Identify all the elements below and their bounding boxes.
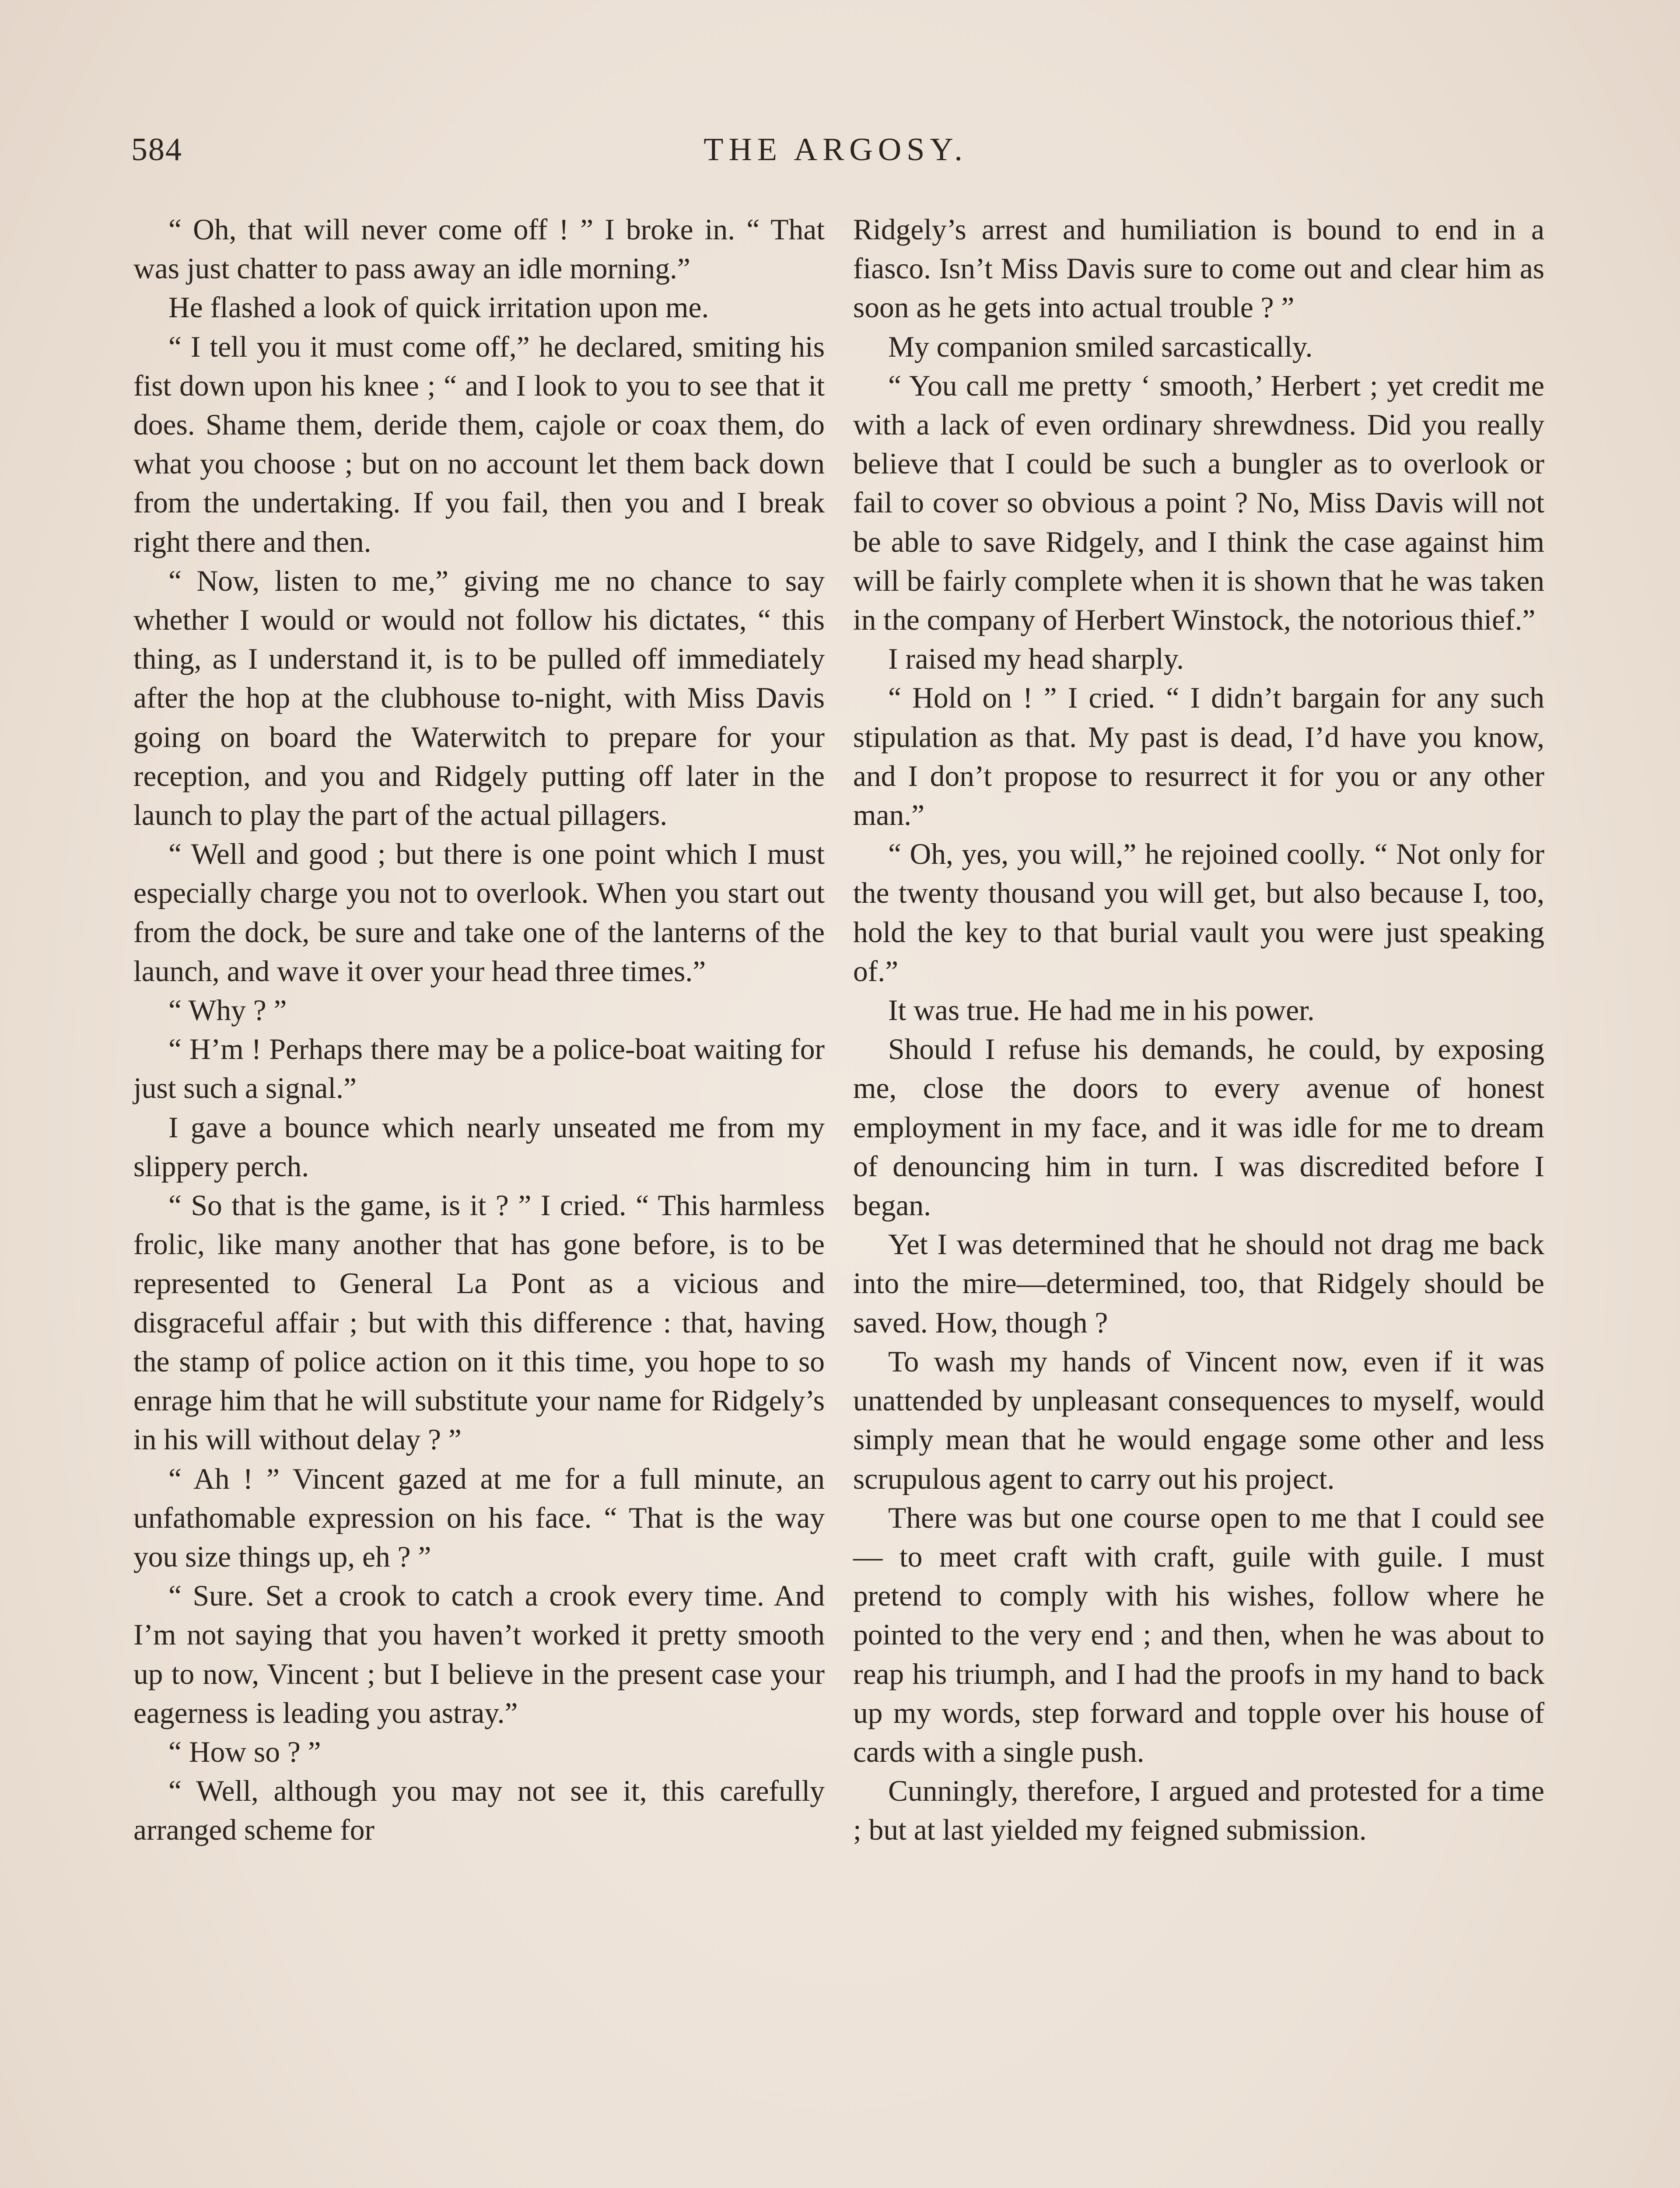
page-number: 584 [131,132,182,168]
paragraph: I gave a bounce which nearly unseated me from my slippery perch. [133,1111,825,1183]
paragraph: “ Why ? ” [168,994,287,1027]
paragraph: Yet I was determined that he should not drag me back into the mire—determined, too, that Ridgely should be saved. How, though ? [853,1228,1544,1339]
paragraph: “ How so ? ” [168,1735,321,1768]
paragraph: Should I refuse his demands, he could, by exposing me, close the doors to every avenue of honest employment in my face, and it was idle for me to dream of denouncing him in turn. I was discredited before I began. [853,1033,1544,1222]
paragraph: “ Oh, yes, you will,” he rejoined coolly. “ Not only for the twenty thousand you will get, but also because I, too, hold the key to that burial vault you were just speaking of.” [853,838,1544,988]
paragraph: To wash my hands of Vincent now, even if it was unattended by unpleasant consequences to myself, would simply mean that he would engage some other and less scrupulous agent to carry out his project. [853,1345,1544,1495]
paragraph: “ You call me pretty ‘ smooth,’ Herbert ; yet credit me with a lack of even ordinary shrewdness. Did you really believe that I could be such a bungler as to overlook or fail to cover so obvious a point ? No, Miss Davis will not be able to save Ridgely, and I think the case against him will be fairly complete when it is shown that he was taken in the company of Herbert Winstock, the notorious thief.” [853,369,1544,637]
paragraph: Ridgely’s arrest and humiliation is bound to end in a fiasco. Isn’t Miss Davis sure to come out and clear him as soon as he gets into actual trouble ? ” [853,213,1544,324]
paragraph: It was true. He had me in his power. [888,994,1315,1027]
right-text-column [853,210,1544,1850]
paragraph: “ So that is the game, is it ? ” I cried. “ This harmless frolic, like many another that has gone before, is to be represented to General La Pont as a vicious and disgraceful affair ; but with this difference : that, having the stamp of police action on it this time, you hope to so enrage him that he will substitute your name for Ridgely’s in his will without delay ? ” [133,1189,825,1456]
paragraph: “ H’m ! Perhaps there may be a police-boat waiting for just such a signal.” [133,1033,825,1105]
paragraph: “ Well, although you may not see it, this carefully arranged scheme for [133,1774,825,1847]
paragraph: “ Now, listen to me,” giving me no chance to say whether I would or would not follow his dictates, “ this thing, as I understand it, is to be pulled off immediately after the hop at the clubhouse to-night, with Miss Davis going on board the Waterwitch to prepare for your reception, and you and Ridgely putting off later in the launch to play the part of the actual pillagers. [133,564,825,832]
running-head [131,131,1540,179]
paragraph: There was but one course open to me that I could see — to meet craft with craft, guile with guile. I must pretend to comply with his wishes, follow where he pointed to the very end ; and then, when he was about to reap his triumph, and I had the proofs in my hand to back up my words, step forward and topple over his house of cards with a single push. [853,1501,1544,1768]
paragraph: “ Sure. Set a crook to catch a crook every time. And I’m not saying that you haven’t worked it pretty smooth up to now, Vincent ; but I believe in the present case your eagerness is leading you astray.” [133,1579,825,1729]
paragraph: My companion smiled sarcastically. [888,330,1313,363]
journal-title: THE ARGOSY. [704,132,968,168]
paragraph: Cunningly, therefore, I argued and protested for a time ; but at last yielded my feigned submission. [853,1774,1544,1847]
paragraph: “ Hold on ! ” I cried. “ I didn’t bargain for any such stipulation as that. My past is dead, I’d have you know, and I don’t propose to resurrect it for you or any other man.” [853,681,1544,832]
paragraph: “ Oh, that will never come off ! ” I broke in. “ That was just chatter to pass away an idle morning.” [133,213,825,285]
paragraph: “ I tell you it must come off,” he declared, smiting his fist down upon his knee ; “ and I look to you to see that it does. Shame them, deride them, cajole or coax them, do what you choose ; but on no account let them back down from the undertaking. If you fail, then you and I break right there and then. [133,330,825,558]
paragraph: “ Ah ! ” Vincent gazed at me for a full minute, an unfathomable expression on his face. “ That is the way you size things up, eh ? ” [133,1462,825,1573]
paragraph: “ Well and good ; but there is one point which I must especially charge you not to overlook. When you start out from the dock, be sure and take one of the lanterns of the launch, and wave it over your head three times.” [133,838,825,988]
paragraph: He flashed a look of quick irritation upon me. [168,291,709,324]
paragraph: I raised my head sharply. [888,642,1184,676]
left-text-column [133,210,825,1850]
